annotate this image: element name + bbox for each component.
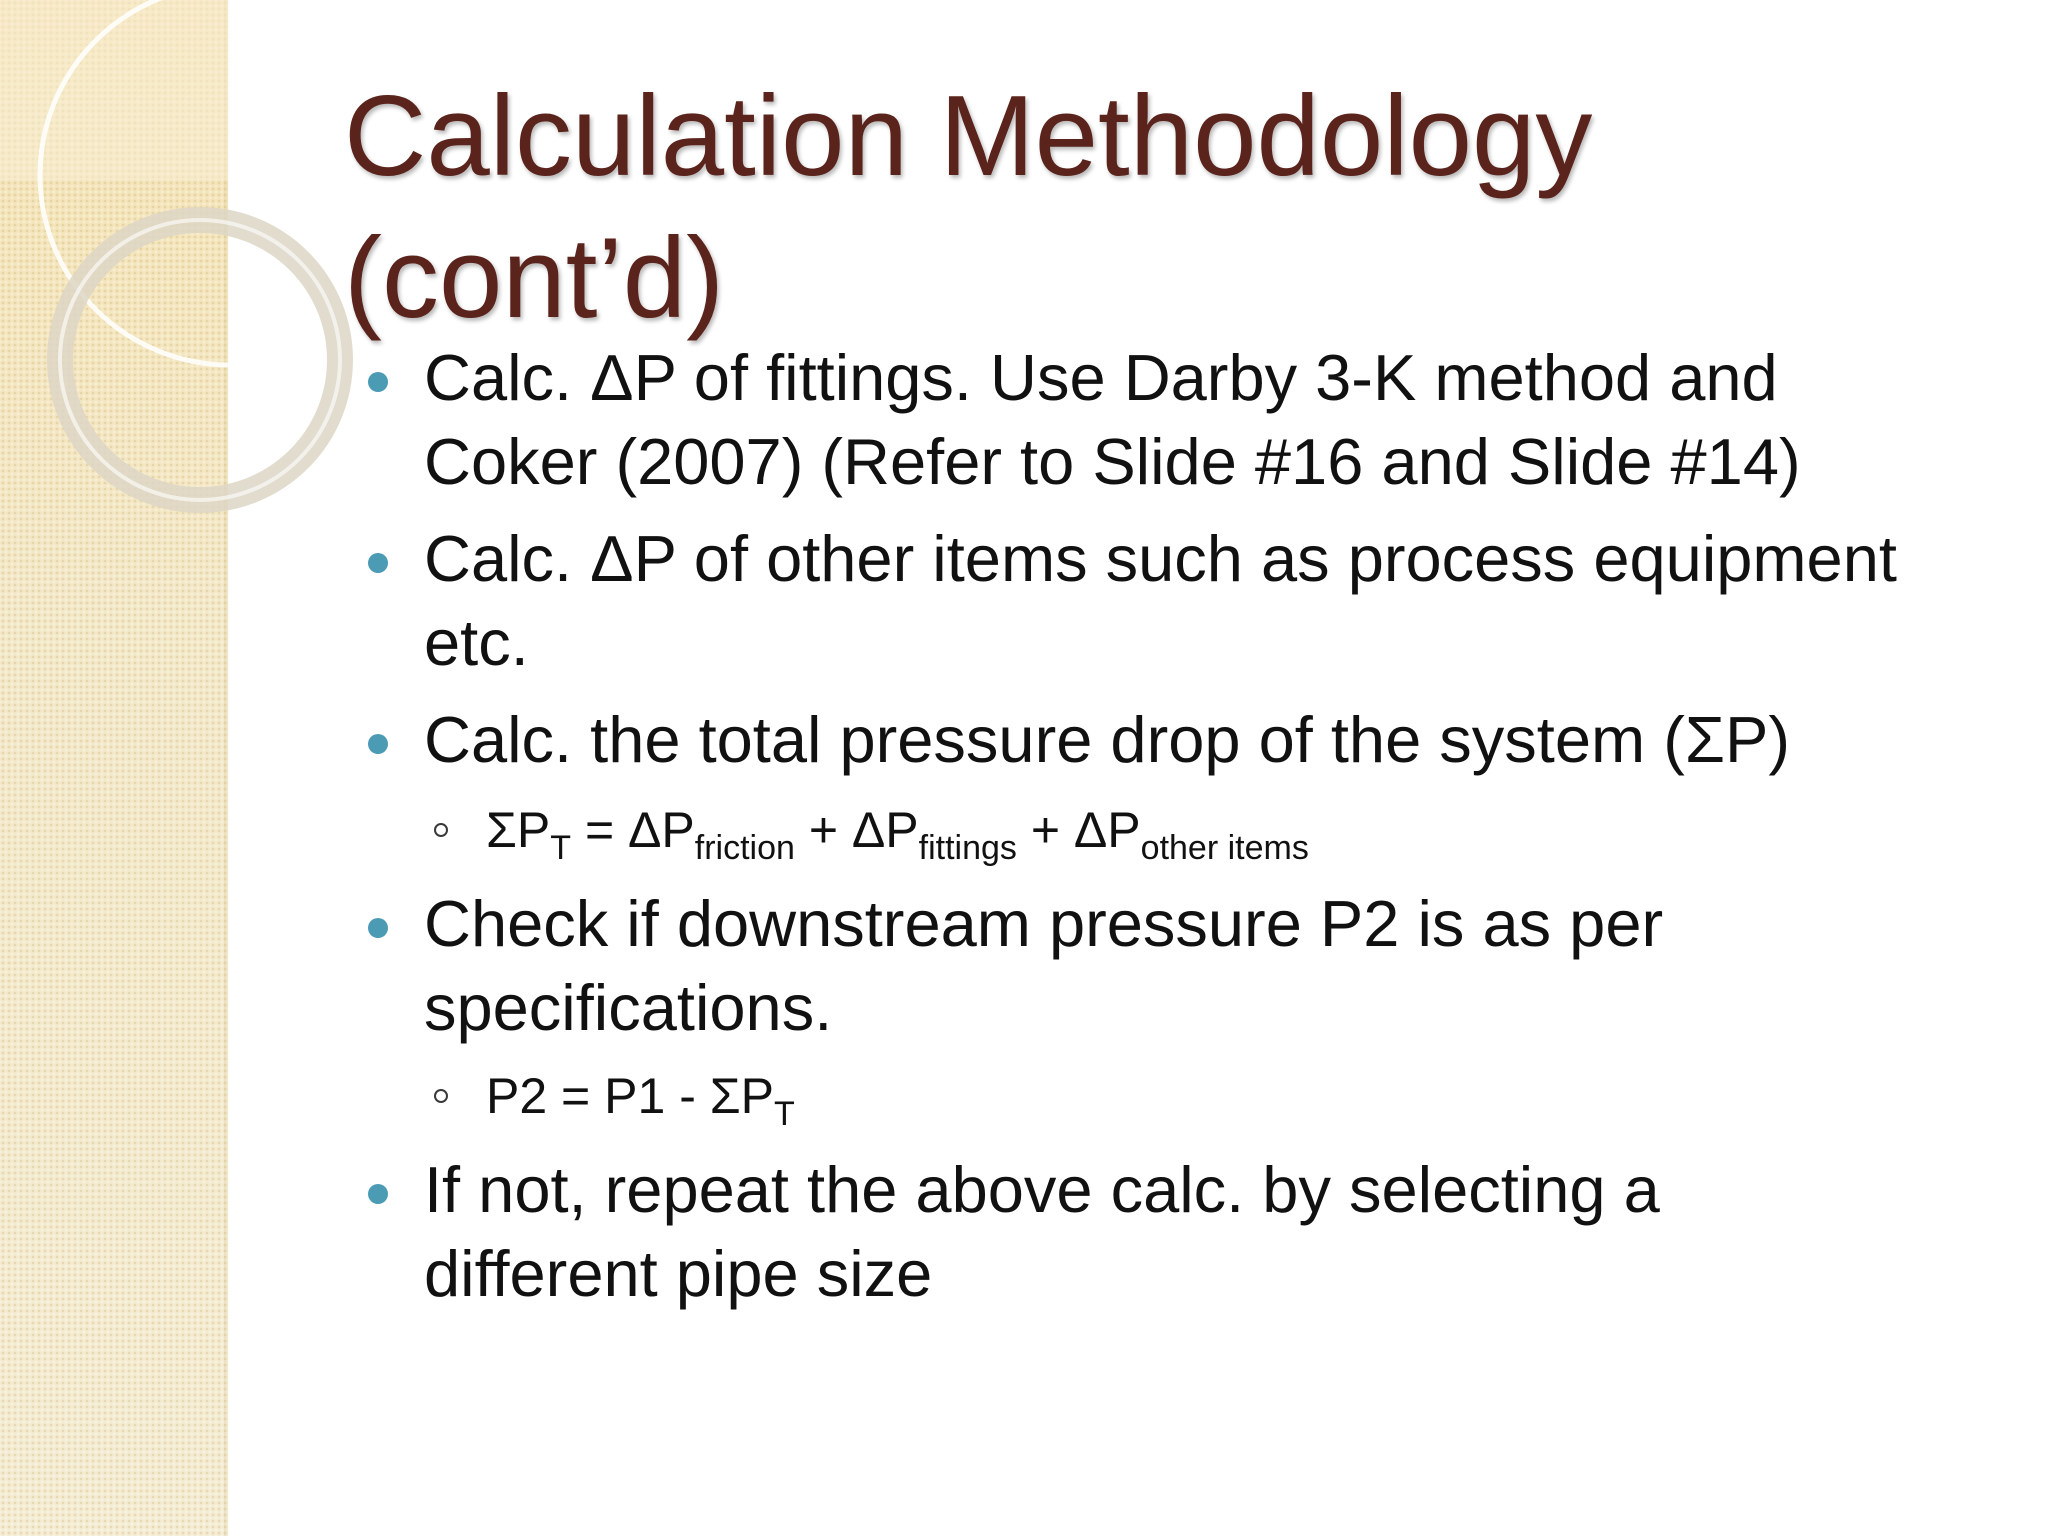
bullet-text: Coker (2007) (Refer to Slide #16 and Slide #14) (424, 425, 1801, 498)
formula-subscript: friction (694, 828, 795, 867)
bullet-text: etc. (424, 606, 529, 679)
slide-title-line-1: Calculation Methodology (344, 73, 1593, 200)
bullet-dot (368, 553, 388, 573)
bullet-dot (368, 734, 388, 754)
bullet-text: Calc. ΔP of other items such as process equipment (424, 522, 1897, 595)
formula-downstream-pressure (486, 1064, 795, 1133)
formula-subscript: T (774, 1094, 795, 1133)
bullet-dot (368, 918, 388, 938)
bullet-dot (368, 372, 388, 392)
formula-term: = ΔP (571, 802, 695, 858)
bullet-item-fittings (424, 336, 1801, 504)
bullet-text: If not, repeat the above calc. by selecting a (424, 1153, 1660, 1226)
bullet-item-check-pressure (424, 882, 1663, 1050)
bullet-text: Calc. the total pressure drop of the system (ΣP) (424, 703, 1791, 776)
slide-title-line-2: (cont’d) (344, 215, 725, 342)
formula-term: P2 = P1 - ΣP (486, 1068, 774, 1124)
formula-subscript: fittings (918, 828, 1017, 867)
bullet-dot (368, 1184, 388, 1204)
formula-term: + ΔP (794, 802, 919, 858)
bullet-item-other-items (424, 517, 1897, 685)
bullet-item-repeat-calc (424, 1148, 1660, 1316)
bullet-text: specifications. (424, 971, 833, 1044)
bullet-text: Calc. ΔP of fittings. Use Darby 3-K method and (424, 341, 1778, 414)
formula-term: ΣP (486, 802, 551, 858)
formula-subscript: T (550, 828, 572, 867)
formula-subscript: other items (1140, 828, 1309, 867)
sub-bullet-ring (434, 1089, 448, 1103)
bullet-item-total-pressure (424, 698, 1790, 782)
formula-total-pressure (486, 798, 1309, 867)
formula-term: + ΔP (1016, 802, 1141, 858)
sub-bullet-ring (434, 823, 448, 837)
bullet-text: Check if downstream pressure P2 is as per (424, 887, 1664, 960)
bullet-text: different pipe size (424, 1237, 933, 1310)
